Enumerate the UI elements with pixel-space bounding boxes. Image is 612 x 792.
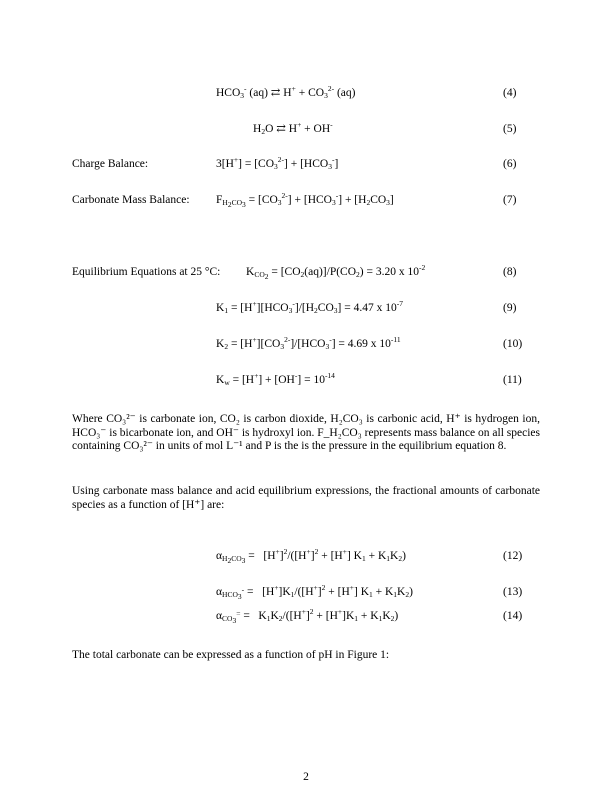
equation-11: $K_w = [H^+] + [OH^-] = 10^{-14}$ [216, 371, 335, 387]
equation-7: $F_{H_2CO_3} = [CO_3^{2-}] + [HCO_3^-] + [H_2CO_3]$ [216, 191, 394, 209]
equation-number-7: (7) [503, 194, 517, 206]
equation-5: $H_2O$ ⇄ H+ + OH- [253, 120, 333, 136]
equation-number-13: (13) [503, 586, 523, 598]
equation-number-14: (14) [503, 610, 523, 622]
equation-4: $HCO_3^-$ (aq) ⇄ $H^+ + CO_3^{2-}$ (aq) [216, 84, 356, 100]
definitions-paragraph: Where CO₃²⁻ is carbonate ion, CO₂ is carbon dioxide, H₂CO₃ is carbonic acid, H⁺ is hydrogen ion, HCO₃⁻ is bicarbonate ion, and OH⁻ is hydroxyl ion. F_H₂CO₃ represents mass balance on all species containing CO₃²⁻ in units of mol L⁻¹ and P is the is the pressure in the equilibrium equation 8. [72, 413, 540, 452]
equation-number-9: (9) [503, 302, 517, 314]
equation-13: $\alpha_{HCO_3^-} = [H^+]K_1/([H^+]^2 + [H^+] K_1 + K_1K_2)$ [216, 583, 413, 601]
equation-number-8: (8) [503, 266, 517, 278]
charge-balance-label: Charge Balance: [72, 158, 149, 170]
equation-10: $K_2 = [H^+][CO_3^{2-}]/[HCO_3^-] = 4.69$ x $10^{-11}$ [216, 335, 401, 351]
equation-8: $K_{CO_2} = [CO_2(aq)]/P(CO_2) = 3.20$ x $10^{-2}$ [246, 263, 426, 281]
equation-12: $\alpha_{H_2CO_3} = [H^+]^2/([H^+]^2 + [H^+] K_1 + K_1K_2)$ [216, 547, 406, 565]
equation-number-6: (6) [503, 158, 517, 170]
equation-6: $3[H^+] = [CO_3^{2-}] + [HCO_3^-]$ [216, 155, 339, 171]
mass-balance-label: Carbonate Mass Balance: [72, 194, 190, 206]
equation-number-4: (4) [503, 87, 517, 99]
equation-number-11: (11) [503, 374, 522, 386]
page-number: 2 [303, 771, 309, 783]
equation-9: $K_1 = [H^+][HCO_3^-]/[H_2CO_3] = 4.47$ x $10^{-7}$ [216, 299, 403, 315]
equilibrium-label: Equilibrium Equations at 25 °C: [72, 266, 221, 278]
equation-number-10: (10) [503, 338, 523, 350]
equation-14: $\alpha_{CO_3^=} = K_1K_2/([H^+]^2 + [H^+]K_1 + K_1K_2)$ [216, 607, 399, 625]
fractional-amounts-paragraph: Using carbonate mass balance and acid equilibrium expressions, the fractional amounts of carbonate species as a function of [H⁺] are: [72, 485, 540, 511]
total-carbonate-paragraph: The total carbonate can be expressed as a function of pH in Figure 1: [72, 649, 390, 661]
equation-number-5: (5) [503, 123, 517, 135]
equation-number-12: (12) [503, 550, 523, 562]
